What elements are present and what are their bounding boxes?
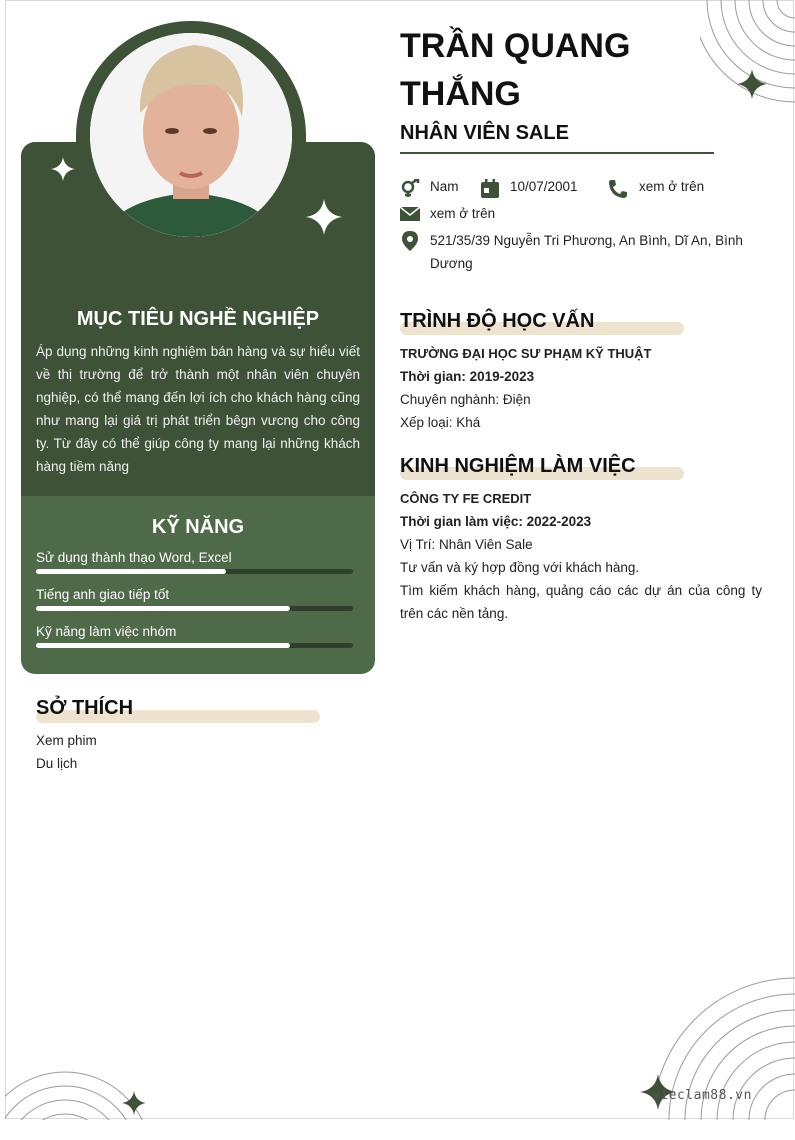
objective-title: MỤC TIÊU NGHỀ NGHIỆP [76, 308, 320, 330]
experience-position: Vị Trí: Nhân Viên Sale [400, 537, 533, 552]
company-name: CÔNG TY FE CREDIT [400, 491, 532, 506]
birthday-info [480, 179, 578, 199]
email-value: xem ở trên [430, 206, 496, 221]
phone-value: xem ở trên [639, 179, 705, 194]
gender-value: Nam [430, 179, 459, 194]
education-rank: Xếp loại: Khá [400, 415, 481, 430]
education-major: Chuyên nghành: Điện [400, 392, 531, 407]
gender-info [400, 179, 459, 197]
location-pin-icon [400, 231, 420, 253]
hobby-item: Du lịch [36, 756, 78, 771]
education-title: TRÌNH ĐỘ HỌC VẤN [400, 310, 595, 332]
sparkle-icon [51, 157, 75, 181]
skill-label: Sử dụng thành thạo Word, Excel [36, 550, 232, 565]
address-value: 521/35/39 Nguyễn Tri Phương, An Bình, Dĩ An, Bình Dương [430, 233, 743, 271]
experience-time: Thời gian làm việc: 2022-2023 [400, 514, 592, 529]
phone-icon [607, 179, 629, 199]
skill-label: Tiếng anh giao tiếp tốt [36, 587, 170, 602]
objective-text: Áp dụng những kinh nghiệm bán hàng và sự hiểu viết về thị trường để trở thành một nhân viên chuyên nghiệp, có thể mang đến lợi ích cho khách hàng cũng như mang lại giá trị phát triển bêgn vưcng cho công ty. Từ đây có thể giúp công ty mang lại những khách hàng tiềm năng [36, 344, 360, 474]
skill-bar-fill [36, 643, 290, 648]
job-title: NHÂN VIÊN SALE [400, 122, 569, 144]
address-info [400, 233, 755, 275]
phone-info [607, 179, 704, 199]
skill-bar [36, 569, 353, 574]
divider [400, 152, 714, 154]
calendar-icon [480, 179, 500, 199]
sparkle-icon [306, 199, 342, 235]
hobbies-title: SỞ THÍCH [36, 697, 134, 719]
skill-label: Kỹ năng làm việc nhóm [36, 624, 177, 639]
school-name: TRƯỜNG ĐẠI HỌC SƯ PHẠM KỸ THUẬT [400, 346, 652, 361]
birthday-value: 10/07/2001 [510, 179, 578, 194]
experience-duty: Tư vấn và ký hợp đồng với khách hàng. [400, 560, 640, 575]
hobby-item: Xem phim [36, 733, 97, 748]
skill-item [36, 550, 353, 574]
watermark: vieclam88.vn [652, 1088, 752, 1103]
mail-icon [400, 206, 420, 222]
skill-item [36, 587, 353, 611]
skill-bar [36, 643, 353, 648]
skill-bar [36, 606, 353, 611]
sparkle-icon [122, 1091, 146, 1115]
skills-title: KỸ NĂNG [151, 516, 245, 538]
email-info [400, 206, 495, 222]
gender-icon [400, 179, 420, 197]
skill-bar-fill [36, 569, 226, 574]
candidate-name: TRẦN QUANG THẮNG [400, 27, 631, 113]
education-time: Thời gian: 2019-2023 [400, 369, 535, 384]
sparkle-icon [737, 69, 767, 99]
experience-duty: Tìm kiếm khách hàng, quảng cáo các dự án của công ty trên các nền tảng. [400, 583, 762, 621]
experience-title: KINH NGHIỆM LÀM VIỆC [400, 455, 636, 477]
skill-item [36, 624, 353, 648]
avatar [90, 33, 292, 237]
skill-bar-fill [36, 606, 290, 611]
